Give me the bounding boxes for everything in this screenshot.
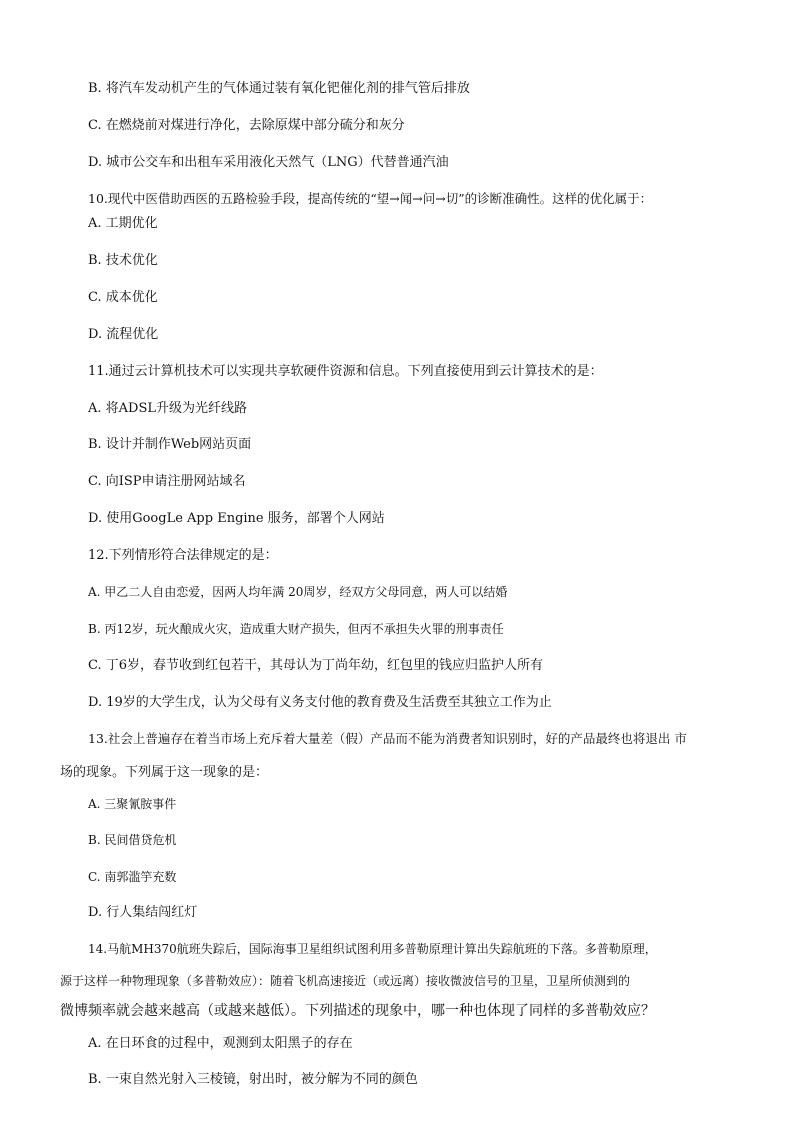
q9-option-c: C. 在燃烧前对煤进行净化，去除原煤中部分硫分和灰分	[88, 118, 405, 133]
q9-option-b: B. 将汽车发动机产生的气体通过装有氧化钯催化剂的排气管后排放	[88, 81, 470, 96]
q14-stem-line3: 微博频率就会越来越高（或越来越低）。下列描述的现象中，哪一种也体现了同样的多普勒效应？	[60, 1003, 655, 1019]
q11-option-a: A. 将ADSL升级为光纤线路	[88, 401, 248, 416]
q10-stem: 10.现代中医借助西医的五路检验手段，提高传统的“望→闻→问→切”的诊断准确性。这样的优化属于：	[88, 191, 653, 206]
q11-option-c: C. 向ISP申请注册网站域名	[88, 474, 246, 489]
q13-option-b: B. 民间借贷危机	[88, 833, 177, 847]
q13-stem-line2: 场的现象。下列属于这一现象的是：	[60, 765, 269, 780]
q13-stem-line1: 13.社会上普遍存在着当市场上充斥着大量差（假）产品而不能为消费者知识别时，好的产品最终也将退出 市	[88, 731, 687, 746]
q12-option-c: C. 丁6岁，春节收到红包若干，其母认为丁尚年幼，红包里的钱应归监护人所有	[88, 658, 544, 673]
q14-option-a: A. 在日环食的过程中，观测到太阳黑子的存在	[88, 1036, 353, 1051]
q14-option-b: B. 一束自然光射入三棱镜，射出时，被分解为不同的颜色	[88, 1072, 418, 1087]
q13-option-d: D. 行人集结闯红灯	[88, 905, 198, 920]
q9-option-d: D. 城市公交车和出租车采用液化天然气（LNG）代替普通汽油	[88, 155, 449, 170]
q11-option-d: D. 使用GoogLe App Engine 服务，部署个人网站	[88, 511, 385, 526]
q11-option-b: B. 设计并制作Web网站页面	[88, 437, 252, 452]
q12-option-a: A. 甲乙二人自由恋爱，因两人均年满 20周岁，经双方父母同意，两人可以结婚	[88, 585, 508, 599]
q10-option-c: C. 成本优化	[88, 290, 158, 305]
q10-option-d: D. 流程优化	[88, 327, 159, 342]
q12-stem: 12.下列情形符合法律规定的是：	[88, 548, 278, 563]
q12-option-d: D. 19岁的大学生戊，认为父母有义务支付他的教育费及生活费至其独立工作为止	[88, 695, 552, 710]
q10-option-b: B. 技术优化	[88, 253, 158, 268]
q13-option-c: C. 南郭滥竽充数	[88, 870, 177, 884]
q10-option-a: A. 工期优化	[88, 216, 158, 231]
q12-option-b: B. 丙12岁，玩火酿成火灾，造成重大财产损失，但丙不承担失火罪的刑事责任	[88, 622, 504, 636]
q14-stem-line1: 14.马航MH370航班失踪后，国际海事卫星组织试图利用多普勒原理计算出失踪航班的下落。多普勒原理，	[88, 942, 657, 956]
q14-stem-line2: 源于这样一种物理现象（多普勒效应）：随着飞机高速接近（或远离）接收微波信号的卫星，卫星所侦测到的	[60, 974, 631, 988]
q11-stem: 11.通过云计算机技术可以实现共享软硬件资源和信息。下列直接使用到云计算技术的是：	[88, 364, 603, 379]
q13-option-a: A. 三聚氰胺事件	[88, 797, 177, 811]
